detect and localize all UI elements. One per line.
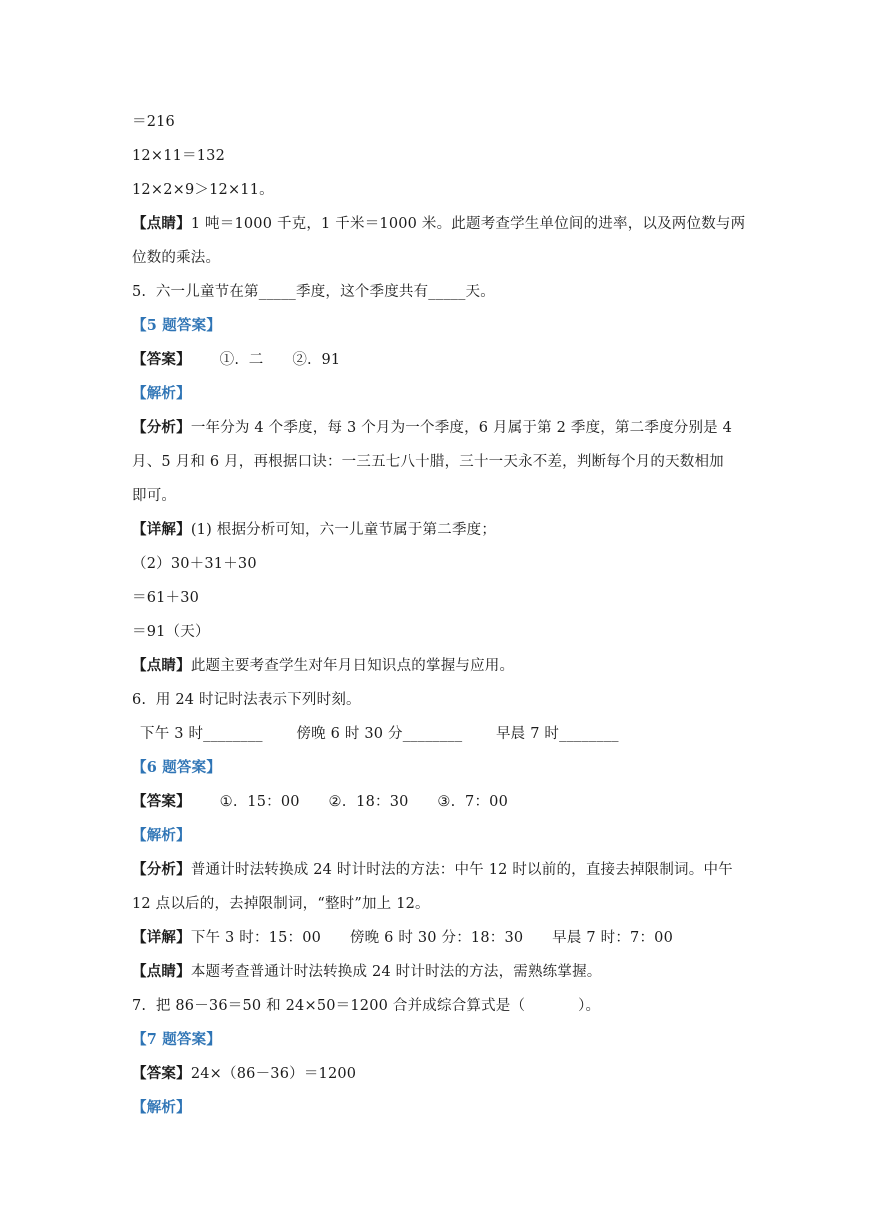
question-5: 5. 六一儿童节在第_____季度，这个季度共有_____天。 — [132, 284, 495, 300]
label-answer: 【答案】 — [132, 1065, 191, 1082]
question-6-blanks: 下午 3 时________ 傍晚 6 时 30 分________ 早晨 7 时________ — [140, 726, 619, 742]
text-line: 【答案】 ①. 15：00 ②. 18：30 ③. 7：00 — [132, 793, 509, 810]
text-line: 位数的乘法。 — [132, 250, 221, 266]
text-line: 即可。 — [132, 488, 177, 504]
text-line: 12 点以后的，去掉限制词，“整时”加上 12。 — [132, 896, 430, 912]
text-line: ＝61＋30 — [132, 590, 200, 606]
label-answer: 【答案】 — [132, 793, 191, 810]
text-line: 【详解】(1) 根据分析可知，六一儿童节属于第二季度； — [132, 521, 497, 538]
text-line: 【分析】普通计时法转换成 24 时计时法的方法：中午 12 时以前的，直接去掉限制词。中午 — [132, 861, 733, 878]
label-dianjing: 【点睛】 — [132, 215, 191, 232]
answer-heading-6: 【6 题答案】 — [132, 759, 222, 776]
analysis-heading: 【解析】 — [132, 385, 191, 402]
label-analysis: 【分析】 — [132, 861, 191, 878]
analysis-heading: 【解析】 — [132, 1099, 191, 1116]
text-line: 12×11＝132 — [132, 148, 226, 164]
label-detail: 【详解】 — [132, 929, 191, 946]
label-detail: 【详解】 — [132, 521, 191, 538]
question-7: 7. 把 86－36＝50 和 24×50＝1200 合并成综合算式是（ ）。 — [132, 998, 601, 1014]
text-line: 【答案】24×（86－36）＝1200 — [132, 1065, 357, 1082]
text-line: 【点睛】此题主要考查学生对年月日知识点的掌握与应用。 — [132, 657, 515, 674]
analysis-heading: 【解析】 — [132, 827, 191, 844]
text-line: 12×2×9＞12×11。 — [132, 182, 274, 198]
label-answer: 【答案】 — [132, 351, 191, 368]
text-line: （2）30＋31＋30 — [132, 556, 257, 572]
answer-heading-5: 【5 题答案】 — [132, 317, 222, 334]
answer-heading-7: 【7 题答案】 — [132, 1031, 222, 1048]
text-line: 【详解】下午 3 时：15：00 傍晚 6 时 30 分：18：30 早晨 7 时：7：00 — [132, 929, 673, 946]
question-6: 6. 用 24 时记时法表示下列时刻。 — [132, 692, 361, 708]
text-line: ＝216 — [132, 114, 175, 130]
text-line: 月、5 月和 6 月，再根据口诀：一三五七八十腊，三十一天永不差，判断每个月的天数相加 — [132, 454, 724, 470]
label-analysis: 【分析】 — [132, 419, 191, 436]
text-line: 【点睛】1 吨＝1000 千克，1 千米＝1000 米。此题考查学生单位间的进率，以及两位数与两 — [132, 215, 746, 232]
text-line: ＝91（天） — [132, 624, 210, 640]
label-dianjing: 【点睛】 — [132, 657, 191, 674]
label-dianjing: 【点睛】 — [132, 963, 191, 980]
text-line: 【答案】 ①. 二 ②. 91 — [132, 351, 341, 368]
text-line: 【分析】一年分为 4 个季度，每 3 个月为一个季度，6 月属于第 2 季度，第二季度分别是 4 — [132, 419, 733, 436]
text-line: 【点睛】本题考查普通计时法转换成 24 时计时法的方法，需熟练掌握。 — [132, 963, 602, 980]
